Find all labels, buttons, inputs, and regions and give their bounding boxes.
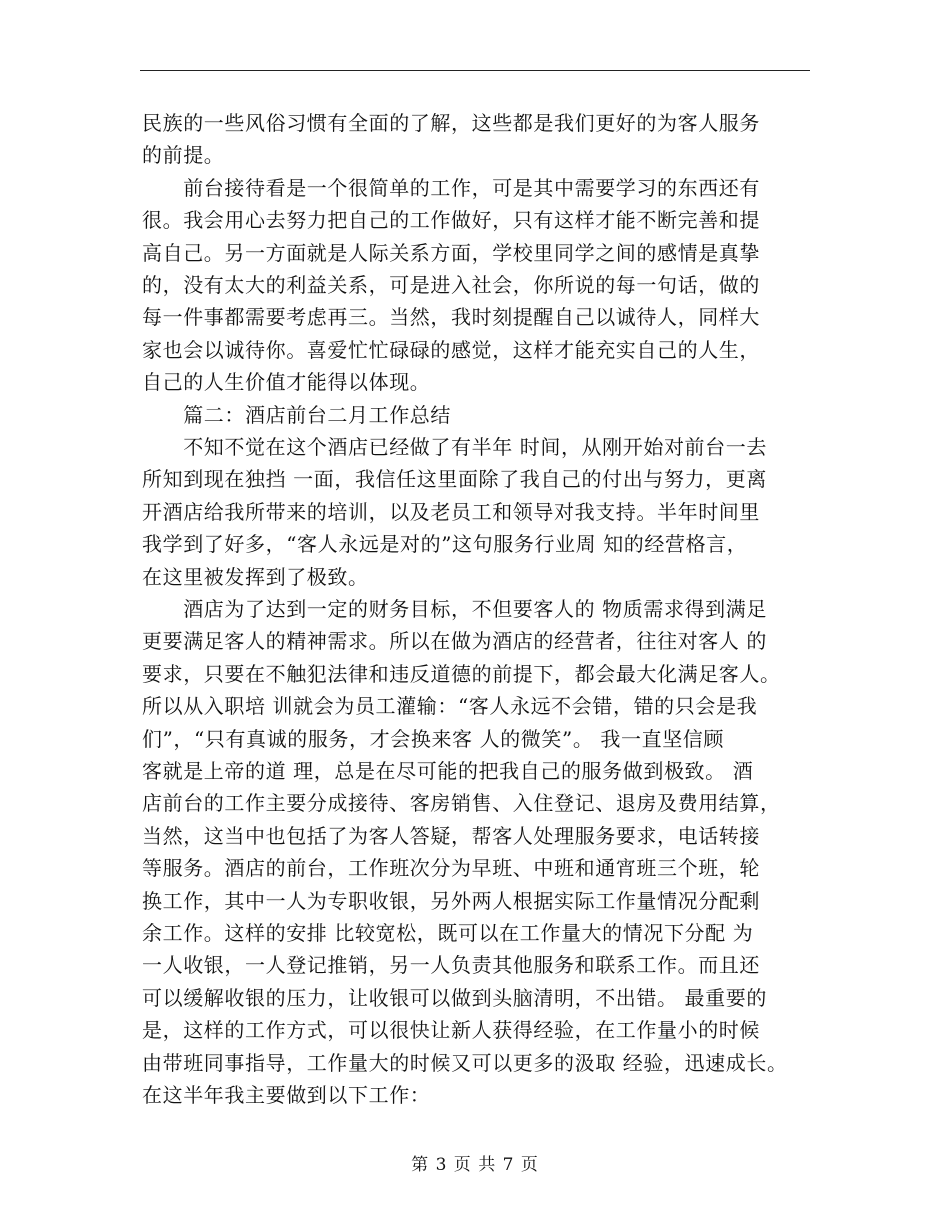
text-line: 当然，这当中也包括了为客人答疑，帮客人处理服务要求，电话转接 bbox=[142, 824, 760, 848]
text-line: 等服务。酒店的前台，工作班次分为早班、中班和通宵班三个班，轮 bbox=[142, 856, 760, 880]
text-line: 所知到现在独挡 一面，我信任这里面除了我自己的付出与努力，更离 bbox=[142, 467, 767, 491]
text-line: 我学到了好多，“客人永远是对的”这句服务行业周 知的经营格言， bbox=[142, 532, 748, 556]
text-line: 开酒店给我所带来的培训，以及老员工和领导对我支持。半年时间里 bbox=[142, 500, 760, 524]
text-line: 可以缓解收银的压力，让收银可以做到头脑清明，不出错。 最重要的 bbox=[142, 986, 767, 1010]
text-line: 高自己。另一方面就是人际关系方面，学校里同学之间的感情是真挚 bbox=[142, 241, 760, 265]
text-line: 的，没有太大的利益关系，可是进入社会，你所说的每一句话，做的 bbox=[142, 273, 760, 297]
header-rule bbox=[140, 70, 810, 71]
text-line: 很。我会用心去努力把自己的工作做好，只有这样才能不断完善和提 bbox=[142, 208, 760, 232]
text-line: 一人收银，一人登记推销，另一人负责其他服务和联系工作。而且还 bbox=[142, 953, 760, 977]
text-line: 在这里被发挥到了极致。 bbox=[142, 565, 369, 589]
text-line: 们”，“只有真诚的服务，才会换来客 人的微笑”。 我一直坚信顾 bbox=[142, 727, 724, 751]
text-line: 家也会以诚待你。喜爱忙忙碌碌的感觉，这样才能充实自己的人生， bbox=[142, 338, 760, 362]
text-line: 换工作，其中一人为专职收银，另外两人根据实际工作量情况分配剩 bbox=[142, 889, 760, 913]
text-line: 酒店为了达到一定的财务目标，不但要客人的 物质需求得到满足 bbox=[142, 597, 767, 621]
text-line: 所以从入职培 训就会为员工灌输：“客人永远不会错，错的只会是我 bbox=[142, 694, 758, 718]
text-line: 是，这样的工作方式，可以很快让新人获得经验，在工作量小的时候 bbox=[142, 1018, 760, 1042]
text-line: 客就是上帝的道 理，总是在尽可能的把我自己的服务做到极致。 酒 bbox=[142, 759, 754, 783]
text-line: 由带班同事指导，工作量大的时候又可以更多的汲取 经验，迅速成长。 bbox=[142, 1051, 788, 1075]
text-line: 更要满足客人的精神需求。所以在做为酒店的经营者，往往对客人 的 bbox=[142, 629, 767, 653]
text-line: 的前提。 bbox=[142, 143, 225, 167]
text-line: 店前台的工作主要分成接待、客房销售、入住登记、退房及费用结算， bbox=[142, 791, 781, 815]
text-line: 前台接待看是一个很简单的工作，可是其中需要学习的东西还有 bbox=[142, 176, 760, 200]
text-line: 要求，只要在不触犯法律和违反道德的前提下，都会最大化满足客人。 bbox=[142, 662, 781, 686]
text-line: 民族的一些风俗习惯有全面的了解，这些都是我们更好的为客人服务 bbox=[142, 111, 760, 135]
text-line: 自己的人生价值才能得以体现。 bbox=[142, 370, 431, 394]
text-line: 在这半年我主要做到以下工作： bbox=[142, 1083, 431, 1107]
text-line: 不知不觉在这个酒店已经做了有半年 时间，从刚开始对前台一去 bbox=[142, 435, 767, 459]
page-footer: 第 3 页 共 7 页 bbox=[411, 1155, 539, 1175]
text-line: 篇二：酒店前台二月工作总结 bbox=[142, 403, 451, 427]
text-line: 余工作。这样的安排 比较宽松，既可以在工作量大的情况下分配 为 bbox=[142, 921, 754, 945]
text-line: 每一件事都需要考虑再三。当然，我时刻提醒自己以诚待人，同样大 bbox=[142, 305, 760, 329]
